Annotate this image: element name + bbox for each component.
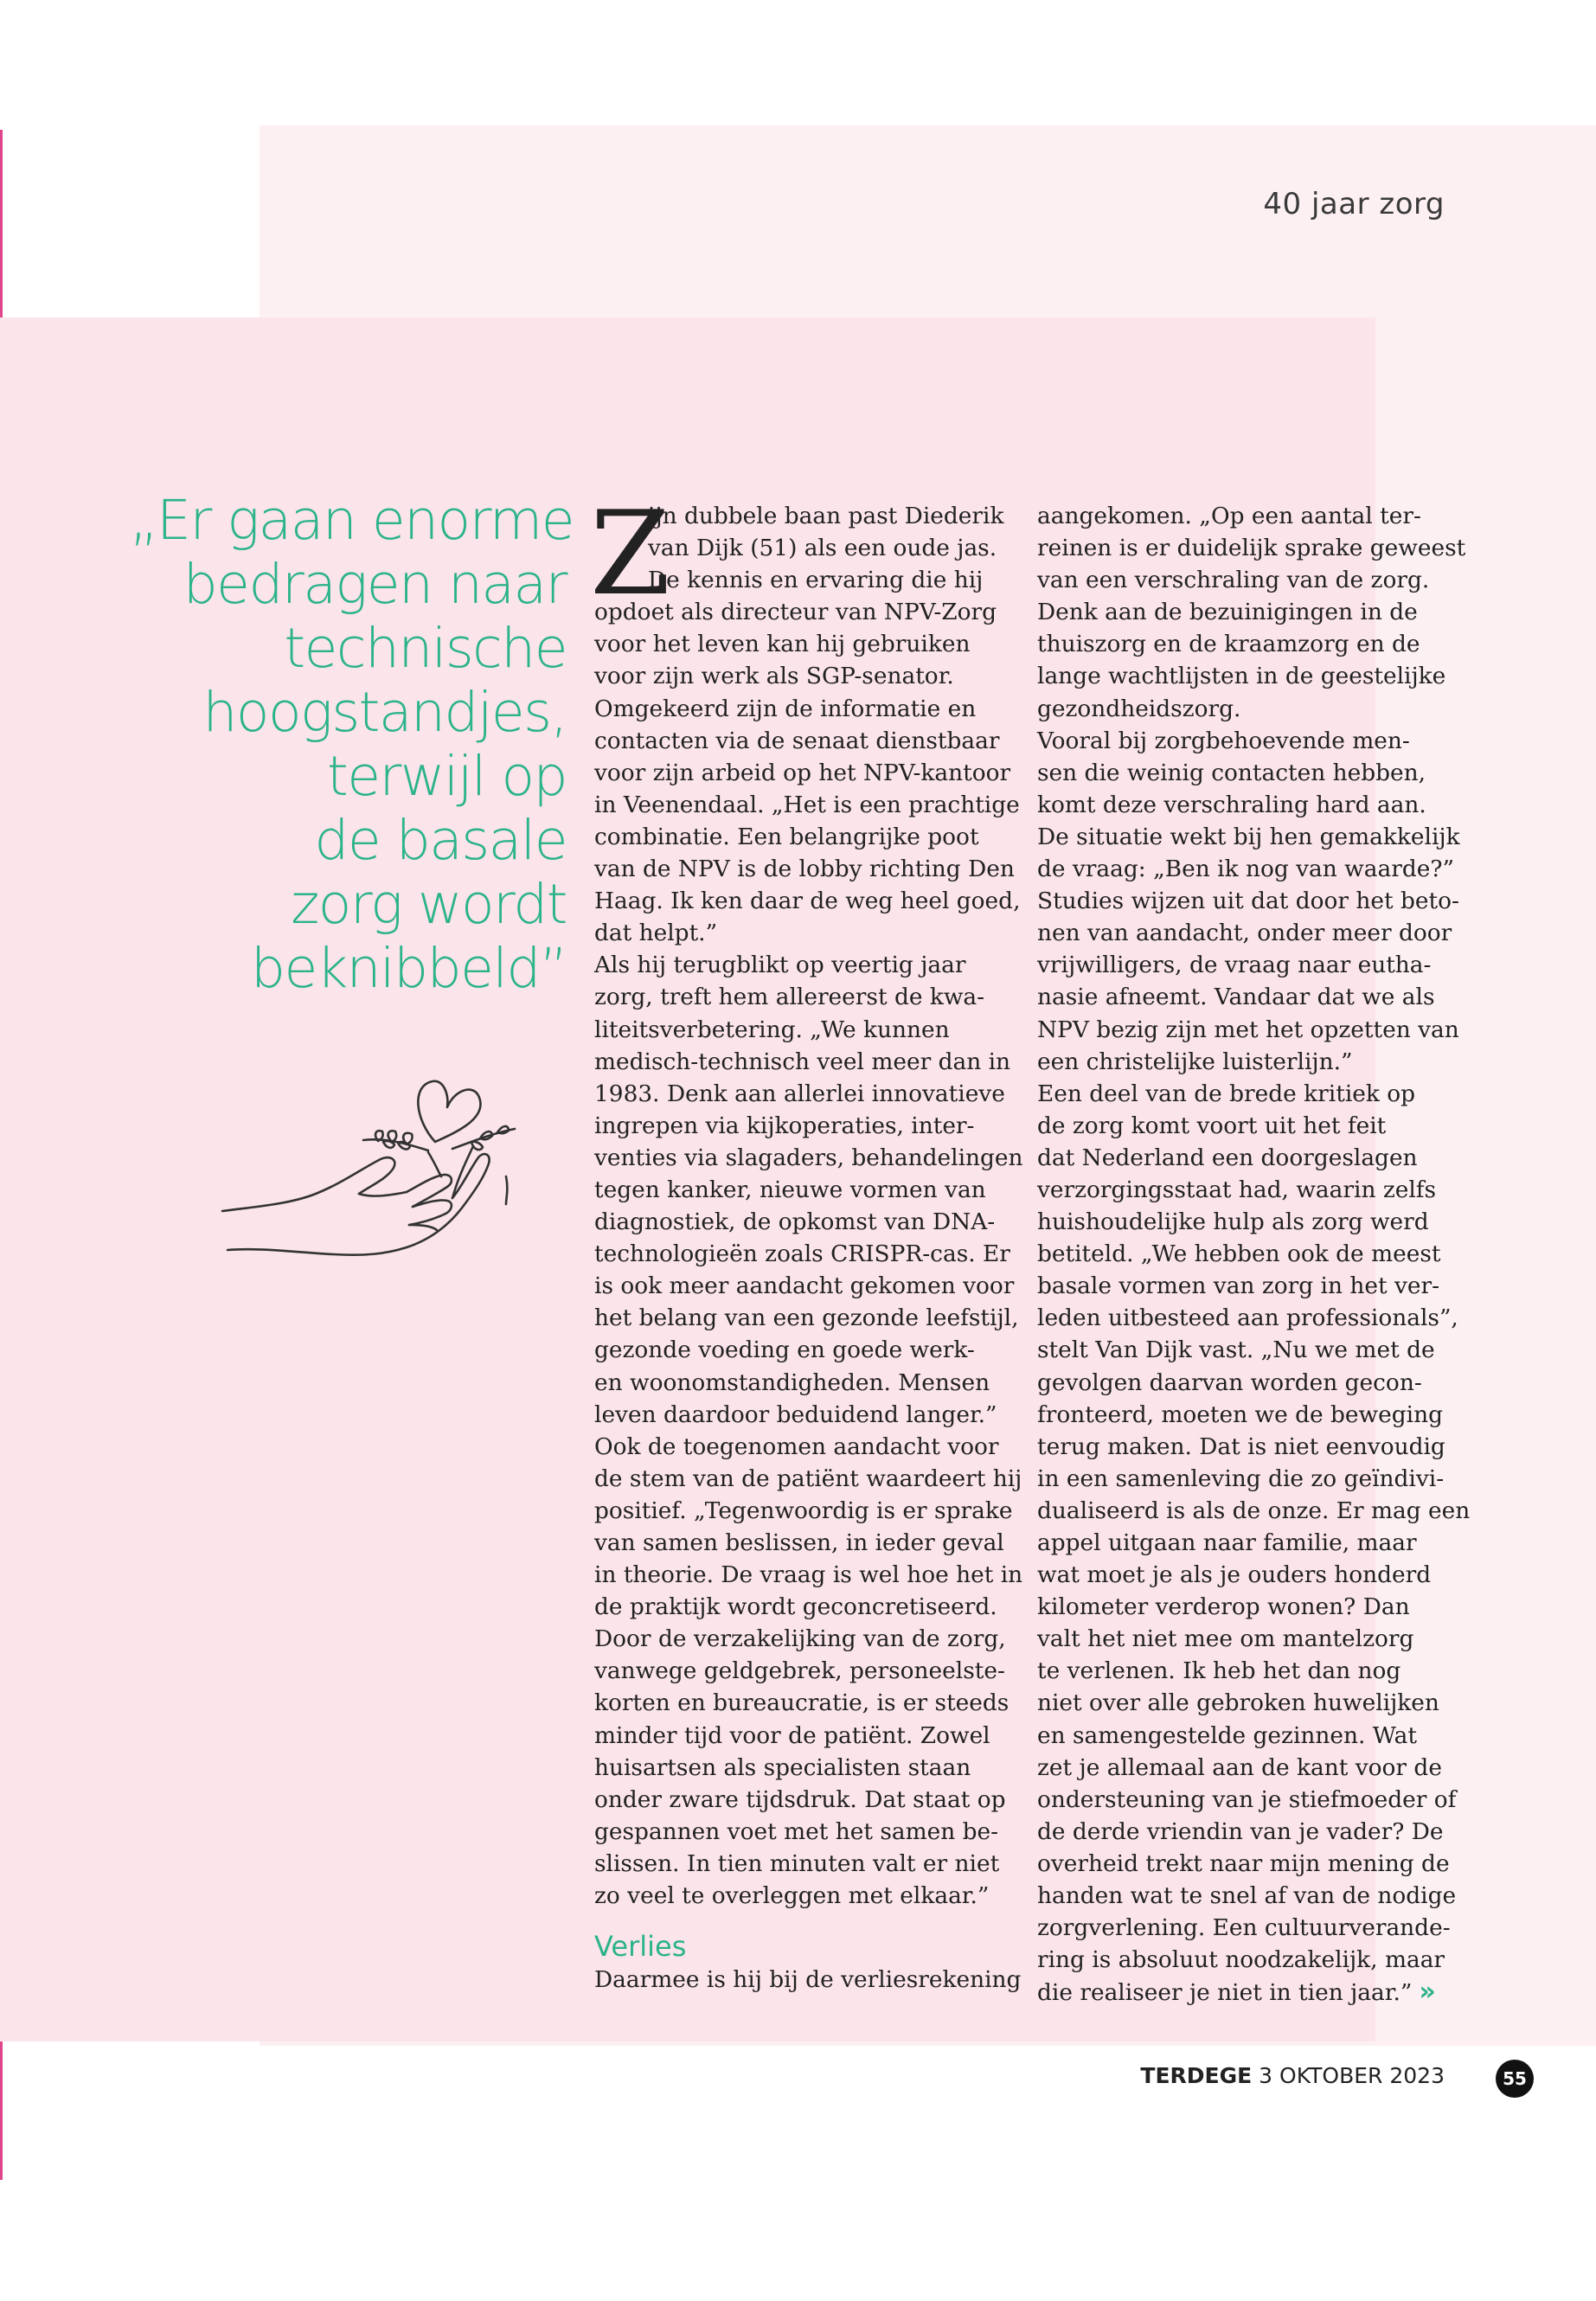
text-line: handen wat te snel af van de nodige	[1037, 1882, 1457, 1910]
text-line: ingrepen via kijkoperaties, inter-	[594, 1112, 975, 1139]
text-line: die realiseer je niet in tien jaar.” »	[1037, 1977, 1436, 2008]
text-line: huisartsen als specialisten staan	[594, 1753, 971, 1781]
text-line: aangekomen. „Op een aantal ter-	[1037, 503, 1421, 529]
article-column-1	[594, 500, 1023, 1996]
text-line: slissen. In tien minuten valt er niet	[594, 1849, 1000, 1877]
text-line: wat moet je als je ouders honderd	[1037, 1561, 1432, 1589]
text-line: een christelijke luisterlijn.”	[1037, 1048, 1353, 1075]
footer-credit	[1073, 2063, 1445, 2088]
pull-quote-line: bedragen naar	[183, 553, 567, 616]
text-line: zorgverlening. Een cultuurverande-	[1037, 1914, 1451, 1942]
magazine-name: TERDEGE	[1140, 2063, 1253, 2088]
text-line: betiteld. „We hebben ook de meest	[1037, 1240, 1441, 1268]
text-line: Haag. Ik ken daar de weg heel goed,	[594, 888, 1021, 915]
text-line: basale vormen van zorg in het ver-	[1037, 1272, 1440, 1300]
page-number-badge: 55	[1496, 2060, 1534, 2098]
text-line: de stem van de patiënt waardeert hij	[594, 1465, 1022, 1492]
text-line: de zorg komt voort uit het feit	[1037, 1112, 1387, 1139]
text-line: 1983. Denk aan allerlei innovatieve	[594, 1080, 1005, 1107]
text-line: NPV bezig zijn met het opzetten van	[1037, 1016, 1459, 1043]
text-line: valt het niet mee om mantelzorg	[1037, 1625, 1414, 1653]
text-line: Vooral bij zorgbehoevende men-	[1037, 727, 1410, 754]
text-line: terug maken. Dat is niet eenvoudig	[1037, 1433, 1445, 1460]
text-line: positief. „Tegenwoordig is er sprake	[594, 1497, 1013, 1524]
text-line: is ook meer aandacht gekomen voor	[594, 1272, 1015, 1300]
text-line: tegen kanker, nieuwe vormen van	[594, 1176, 986, 1203]
text-line: diagnostiek, de opkomst van DNA-	[594, 1208, 996, 1236]
text-line: liteitsverbetering. „We kunnen	[594, 1016, 950, 1043]
text-line: in theorie. De vraag is wel hoe het in	[594, 1561, 1023, 1589]
text-line: nen van aandacht, onder meer door	[1037, 920, 1452, 947]
text-line: gezonde voeding en goede werk-	[594, 1336, 975, 1364]
pull-quote-line: de basale	[314, 809, 567, 872]
text-line: dat helpt.”	[594, 920, 718, 947]
text-line: reinen is er duidelijk sprake geweest	[1037, 535, 1466, 562]
text-line: zo veel te overleggen met elkaar.”	[594, 1882, 990, 1910]
text-line: Ook de toegenomen aandacht voor	[594, 1433, 999, 1460]
text-line: ondersteuning van je stiefmoeder of	[1037, 1785, 1457, 1813]
text-line: en samengestelde gezinnen. Wat	[1037, 1721, 1417, 1749]
text-line: voor zijn werk als SGP-senator.	[594, 663, 954, 690]
text-line: opdoet als directeur van NPV-Zorg	[594, 599, 997, 626]
text-line: ijn dubbele baan past Diederik	[648, 503, 1004, 529]
text-line: Een deel van de brede kritiek op	[1037, 1080, 1416, 1107]
text-line: kilometer verderop wonen? Dan	[1037, 1593, 1410, 1621]
end-of-article-icon: »	[1419, 1977, 1436, 2008]
text-line: voor het leven kan hij gebruiken	[594, 631, 971, 658]
text-line: huishoudelijke hulp als zorg werd	[1037, 1208, 1429, 1236]
text-line: venties via slagaders, behandelingen	[594, 1144, 1023, 1171]
text-line: leden uitbesteed aan professionals”,	[1037, 1304, 1458, 1332]
text-line: vrijwilligers, de vraag naar eutha-	[1037, 952, 1432, 979]
text-line: gevolgen daarvan worden gecon-	[1037, 1368, 1422, 1396]
text-line: en woonomstandigheden. Mensen	[594, 1368, 990, 1396]
drop-cap: Z	[590, 486, 671, 621]
text-line: vanwege geldgebrek, personeelste-	[594, 1657, 1005, 1685]
text-line: Studies wijzen uit dat door het beto-	[1037, 888, 1459, 915]
text-line: De kennis en ervaring die hij	[648, 567, 984, 594]
section-label: 40 jaar zorg	[1263, 187, 1445, 221]
text-line: combinatie. Een belangrijke poot	[594, 823, 979, 850]
text-line: overheid trekt naar mijn mening de	[1037, 1849, 1450, 1877]
text-line: van samen beslissen, in ieder geval	[594, 1529, 1004, 1556]
text-line: ring is absoluut noodzakelijk, maar	[1037, 1946, 1445, 1974]
text-line: Door de verzakelijking van de zorg,	[594, 1625, 1006, 1653]
text-line: appel uitgaan naar familie, maar	[1037, 1529, 1417, 1556]
text-line: lange wachtlijsten in de geestelijke	[1037, 663, 1446, 690]
text-line: onder zware tijdsdruk. Dat staat op	[594, 1785, 1006, 1813]
text-line: van de NPV is de lobby richting Den	[594, 856, 1015, 883]
text-line: Als hij terugblikt op veertig jaar	[594, 952, 966, 979]
pull-quote-line: „Er gaan enorme	[130, 489, 574, 552]
pull-quote-line: hoogstandjes,	[202, 681, 567, 744]
text-line: gezondheidszorg.	[1037, 695, 1241, 722]
text-line: niet over alle gebroken huwelijken	[1037, 1689, 1439, 1717]
text-line: Daarmee is hij bij de verliesrekening	[594, 1966, 1022, 1994]
issue-date: 3 OKTOBER 2023	[1259, 2063, 1445, 2088]
pull-quote-line: beknibbeld”	[250, 937, 567, 1000]
text-line: het belang van een gezonde leefstijl,	[594, 1304, 1019, 1332]
text-line: in een samenleving die zo geïndivi-	[1037, 1465, 1445, 1492]
pull-quote-line: terwijl op	[327, 745, 567, 808]
pull-quote-line: zorg wordt	[291, 873, 567, 936]
text-line: korten en bureaucratie, is er steeds	[594, 1689, 1010, 1717]
text-line: voor zijn arbeid op het NPV-kantoor	[594, 759, 1011, 786]
text-line: de derde vriendin van je vader? De	[1037, 1817, 1444, 1845]
text-line: sen die weinig contacten hebben,	[1037, 759, 1426, 786]
text-line: zet je allemaal aan de kant voor de	[1037, 1753, 1442, 1781]
article-column-2	[1037, 500, 1471, 2009]
hand-with-heart-icon	[221, 1047, 567, 1280]
text-line: komt deze verschraling hard aan.	[1037, 791, 1426, 818]
text-line: de vraag: „Ben ik nog van waarde?”	[1037, 856, 1454, 883]
pull-quote-line: technische	[284, 617, 567, 680]
text-line: dualiseerd is als de onze. Er mag een	[1037, 1497, 1471, 1524]
text-line: contacten via de senaat dienstbaar	[594, 727, 1000, 754]
text-line: te verlenen. Ik heb het dan nog	[1037, 1657, 1401, 1685]
text-line: medisch-technisch veel meer dan in	[594, 1048, 1011, 1075]
text-line: Omgekeerd zijn de informatie en	[594, 695, 977, 722]
text-line: verzorgingsstaat had, waarin zelfs	[1037, 1176, 1437, 1203]
text-line: gespannen voet met het samen be-	[594, 1817, 999, 1845]
subheading: Verlies	[594, 1930, 687, 1964]
text-line: leven daardoor beduidend langer.”	[594, 1400, 997, 1428]
text-line: fronteerd, moeten we de beweging	[1037, 1400, 1443, 1428]
text-line: in Veenendaal. „Het is een prachtige	[594, 791, 1020, 818]
text-line: Denk aan de bezuinigingen in de	[1037, 599, 1418, 626]
pull-quote	[130, 489, 574, 1001]
text-line: De situatie wekt bij hen gemakkelijk	[1037, 823, 1460, 850]
text-line: technologieën zoals CRISPR-cas. Er	[594, 1240, 1010, 1268]
text-line: stelt Van Dijk vast. „Nu we met de	[1037, 1336, 1435, 1364]
text-line: minder tijd voor de patiënt. Zowel	[594, 1721, 990, 1749]
text-line: nasie afneemt. Vandaar dat we als	[1037, 984, 1435, 1011]
text-line: van Dijk (51) als een oude jas.	[648, 535, 997, 562]
text-line: thuiszorg en de kraamzorg en de	[1037, 631, 1420, 658]
text-line: dat Nederland een doorgeslagen	[1037, 1144, 1418, 1171]
text-line: van een verschraling van de zorg.	[1037, 567, 1430, 594]
text-line: zorg, treft hem allereerst de kwa-	[594, 984, 985, 1011]
text-line: de praktijk wordt geconcretiseerd.	[594, 1593, 997, 1621]
